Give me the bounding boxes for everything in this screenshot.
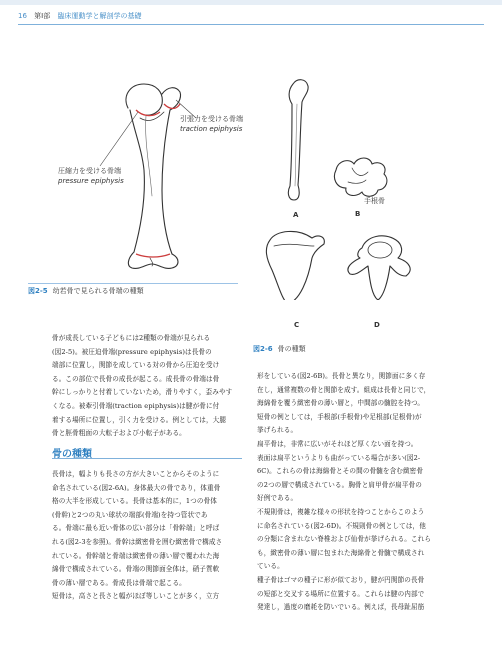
body-line: 骨の薄い層である。骨成長は骨端で起こる。 — [52, 578, 186, 587]
panel-a-label: A — [293, 211, 299, 219]
panel-b-label: B — [355, 210, 361, 218]
figure-2-5-caption-text: 幼若骨で見られる骨端の種類 — [52, 287, 144, 295]
body-line: れている。骨幹端と骨端は緻密骨の薄い層で覆われた海 — [52, 551, 220, 560]
right-column-paragraph — [257, 370, 467, 615]
bone-types-paragraph — [52, 468, 242, 604]
scapula-c — [266, 231, 324, 300]
intro-line: 端部に位置し，関節を成している対の骨から圧迫を受け — [52, 361, 220, 370]
long-bone-a — [288, 80, 308, 200]
figure-2-5-label: 図2-5 — [28, 287, 48, 295]
traction-label — [180, 114, 243, 134]
intro-line: 骨が成長している子どもには2種類の骨端が見られる — [52, 334, 211, 342]
body-line: 綿骨で構成されている。骨端の関節面全体は，硝子質軟 — [52, 565, 220, 574]
body-line: 在し，通常複数の骨と関節を成す。組成は長骨と同じで， — [257, 385, 431, 394]
body-line: 不規則骨は，複雑な様々の形状を持つことからこのよう — [257, 507, 425, 516]
body-line: 格の大半を形成している。長骨は基本的に，1つの骨体 — [52, 497, 217, 506]
figure-2-5-rule — [28, 283, 238, 284]
body-line: れる(図2-3を参照)。骨幹は緻密骨を囲む緻密骨で構成さ — [52, 537, 223, 546]
traction-label-en: traction epiphysis — [180, 125, 243, 133]
carpal-label: 手根骨 — [364, 197, 385, 205]
pressure-label-jp: 圧縮力を受ける骨端 — [58, 167, 121, 175]
body-line: (骨幹)と2つの丸い球状の端部(骨端)を持つ管状であ — [52, 510, 208, 519]
figure-2-6-label: 図2-6 — [253, 345, 273, 353]
body-line: 好例である。 — [257, 494, 298, 503]
intro-line: る。この部位で長骨の成長が起こる。成長骨の骨端は骨 — [52, 374, 220, 383]
figure-2-5-caption — [28, 286, 144, 296]
part-label: 第Ⅰ部 — [34, 12, 51, 20]
panel-c-label: C — [294, 321, 300, 329]
body-line: 発達し，過度の磨耗を防いでいる。例えば，長母趾屈筋 — [257, 603, 425, 612]
body-line: 扁平骨は，非常に広いがそれほど厚くない面を持つ。 — [257, 439, 418, 448]
body-line: 命名されている(図2-6A)。身体最大の骨であり，体重骨 — [52, 483, 221, 492]
traction-label-jp: 引張力を受ける骨端 — [180, 115, 243, 123]
figure-2-6-caption — [253, 344, 306, 354]
body-line: 6C)。これらの骨は海綿骨とその間の骨髄を含む緻密骨 — [257, 467, 424, 476]
body-line: 短骨の例としては，手根部(手根骨)や足根部(足根骨)が — [257, 412, 422, 421]
distal-epiphysis-line — [136, 254, 170, 257]
pressure-leader — [100, 112, 138, 166]
body-line: に命名されている(図2-6D)。不規則骨の例としては，他 — [257, 521, 426, 530]
intro-line: 骨と脛骨粗面の大転子および小転子がある。 — [52, 429, 186, 438]
intro-line: くなる。被牽引骨端(traction epiphysis)は腱が骨に付 — [52, 401, 220, 410]
femoral-head — [126, 84, 162, 115]
body-line: 種子骨はゴマの種子に形が似ており，腱が円関節の長骨 — [257, 575, 425, 584]
carpal-bones-b — [334, 158, 386, 196]
body-line: る。骨端に最も近い骨体の広い部分は「骨幹端」と呼ば — [52, 524, 220, 533]
section-title: 骨の種類 — [52, 449, 92, 460]
intro-paragraph — [52, 332, 242, 441]
femur-shaft-right — [162, 110, 172, 254]
pressure-label — [58, 166, 124, 186]
femur-shaft-left — [130, 110, 144, 252]
body-line: の短部と交叉する場所に位置する。これらは腱の内部で — [257, 589, 425, 598]
panel-d-label: D — [374, 321, 380, 329]
body-line: の2つの層で構成されている。胸骨と肩甲骨が扁平骨の — [257, 480, 422, 489]
vertebra-d — [348, 236, 410, 300]
body-line: の分類に含まれない脊椎および仙骨が挙げられる。これら — [257, 535, 432, 544]
figure-2-6-caption-text: 骨の種類 — [277, 345, 306, 353]
traction-epiphysis-line — [164, 104, 180, 109]
part-title: 臨床運動学と解剖学の基礎 — [57, 12, 142, 20]
section-heading — [52, 442, 242, 459]
page-number: 16 — [18, 12, 27, 20]
body-line: ている。 — [257, 562, 284, 571]
body-line: 海綿骨を覆う緻密骨の薄い層と，中間部の髄腔を持つ。 — [257, 399, 425, 408]
pressure-label-en: pressure epiphysis — [58, 177, 124, 185]
body-line: 長骨は，幅よりも長さの方が大きいことからそのように — [52, 470, 220, 478]
body-line: 表面は扁平というよりも曲がっている場合が多い(図2- — [257, 453, 421, 462]
intro-line: 着する場所に位置し，引く力を受ける。例としては，大腿 — [52, 415, 227, 424]
body-line: も，緻密骨の薄い層に包まれた海綿骨と骨髄で構成され — [257, 548, 425, 557]
body-line: 短骨は，高さと長さと幅がほぼ等しいことが多く，立方 — [52, 592, 220, 601]
body-line: 形をしている(図2-6B)。長骨と異なり，関節面に多く存 — [257, 372, 426, 380]
intro-line: (図2-5)。被圧迫骨端(pressure epiphysis)は長骨の — [52, 347, 212, 356]
intro-line: 幹にしっかりと付着していないため，滑りやすく，歪みやす — [52, 388, 233, 397]
body-line: 挙げられる。 — [257, 426, 298, 435]
femur-illustration — [0, 0, 502, 300]
